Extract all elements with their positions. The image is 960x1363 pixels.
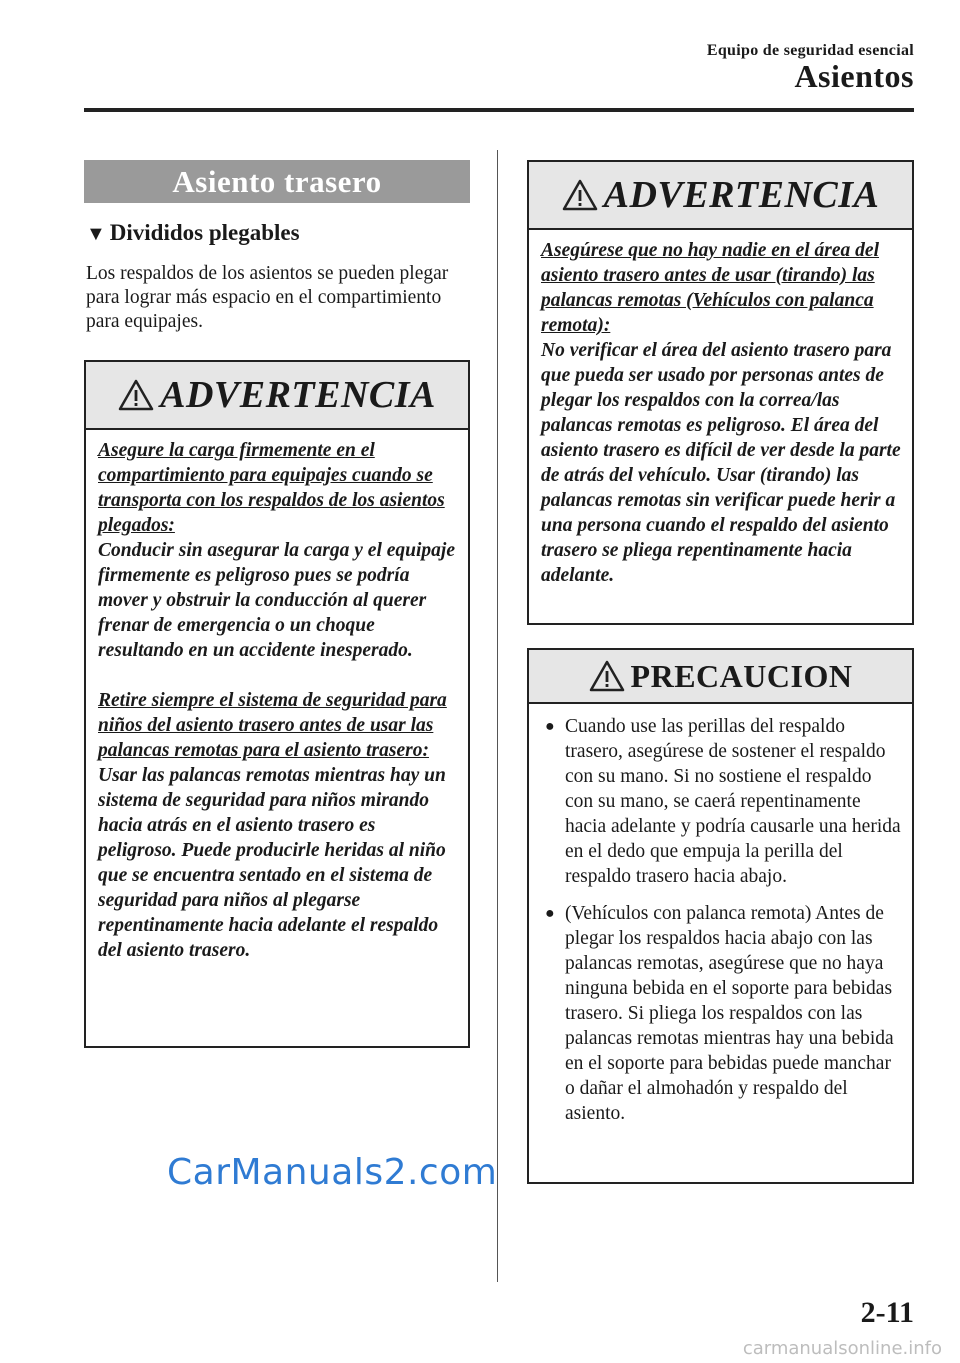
warning-1-heading-1: Asegure la carga firmemente en el compartimiento para equipajes cuando se transporta con los respaldos de los asientos plegados: — [98, 440, 445, 536]
footer-watermark: carmanualsonline.info — [742, 1338, 942, 1359]
warning-box-1 — [84, 360, 470, 1048]
caution-box-header — [529, 650, 912, 704]
caution-box-body — [529, 704, 912, 1148]
warning-1-heading-2: Retire siempre el sistema de seguridad para niños del asiento trasero antes de usar las palancas remotas para el asiento trasero: — [98, 690, 447, 761]
warning-triangle-icon — [118, 379, 154, 411]
warning-box-1-body — [86, 430, 468, 973]
header-section-label: Equipo de seguridad esencial — [706, 42, 914, 59]
caution-item-text: Cuando use las perillas del respaldo trasero, asegúrese de sostener el respaldo con su mano. Si no sostiene el respaldo con su mano, se caerá repentinamente hacia adelante y podría causarle una herida en el dedo que empuja la perilla del respaldo trasero hacia abajo. — [565, 716, 901, 887]
warning-2-text: No verificar el área del asiento trasero para que pueda ser usado por personas antes de plegar los respaldos con la correa/las palancas remotas es peligroso. El área del asiento trasero es difícil de ver desde la parte de atrás del vehículo. Usar (tirando) las palancas remotas sin verificar puede herir a una persona cuando el respaldo del asiento trasero se pliega repentinamente hacia adelante. — [541, 340, 901, 586]
caution-box — [527, 648, 914, 1184]
triangle-down-icon: ▼ — [86, 223, 106, 245]
warning-box-2-title: ADVERTENCIA — [603, 174, 880, 216]
warning-1-text-2: Usar las palancas remotas mientras hay un sistema de seguridad para niños mirando hacia atrás en el asiento trasero es peligroso. Puede producirle heridas al niño que se encuentra sentado en el sistema de seguridad para niños al plegarse repentinamente hacia adelante el respaldo del asiento trasero. — [98, 765, 446, 961]
caution-item — [543, 901, 902, 1126]
warning-box-2-body — [529, 230, 912, 598]
column-divider — [497, 150, 498, 1282]
subheading — [86, 220, 300, 246]
caution-item — [543, 714, 902, 889]
warning-box-1-header — [86, 362, 468, 430]
warning-triangle-icon — [589, 660, 625, 692]
warning-box-2 — [527, 160, 914, 625]
section-banner: Asiento trasero — [84, 160, 470, 203]
watermark-logo: CarManuals2.com — [167, 1152, 498, 1193]
warning-box-1-title: ADVERTENCIA — [160, 374, 436, 416]
caution-item-text: (Vehículos con palanca remota) Antes de plegar los respaldos hacia abajo con las palancas remotas, asegúrese que no haya ninguna bebida en el soporte para bebidas trasero. Si pliega los respaldos con las palancas remotas mientras hay una bebida en el soporte para bebidas puede manchar o dañar el almohadón y respaldo del asiento. — [565, 903, 894, 1124]
subheading-text: Divididos plegables — [109, 220, 300, 245]
warning-2-heading: Asegúrese que no hay nadie en el área del asiento trasero antes de usar (tirando) las palancas remotas (Vehículos con palanca remota): — [541, 240, 879, 336]
header-rule — [84, 108, 914, 112]
warning-box-2-header — [529, 162, 912, 230]
bullet-icon: ● — [545, 905, 555, 922]
warning-1-text-1: Conducir sin asegurar la carga y el equipaje firmemente es peligroso pues se podría mover y obstruir la conducción al querer frenar de emergencia o un choque resultando en un accidente inesperado. — [98, 540, 455, 661]
header-chapter-title: Asientos — [794, 58, 914, 94]
page-number: 2-11 — [860, 1296, 914, 1329]
caution-box-title: PRECAUCION — [630, 657, 853, 694]
bullet-icon: ● — [545, 718, 555, 735]
intro-paragraph: Los respaldos de los asientos se pueden plegar para lograr más espacio en el compartimiento para equipajes. — [86, 263, 449, 332]
warning-triangle-icon — [562, 179, 598, 211]
